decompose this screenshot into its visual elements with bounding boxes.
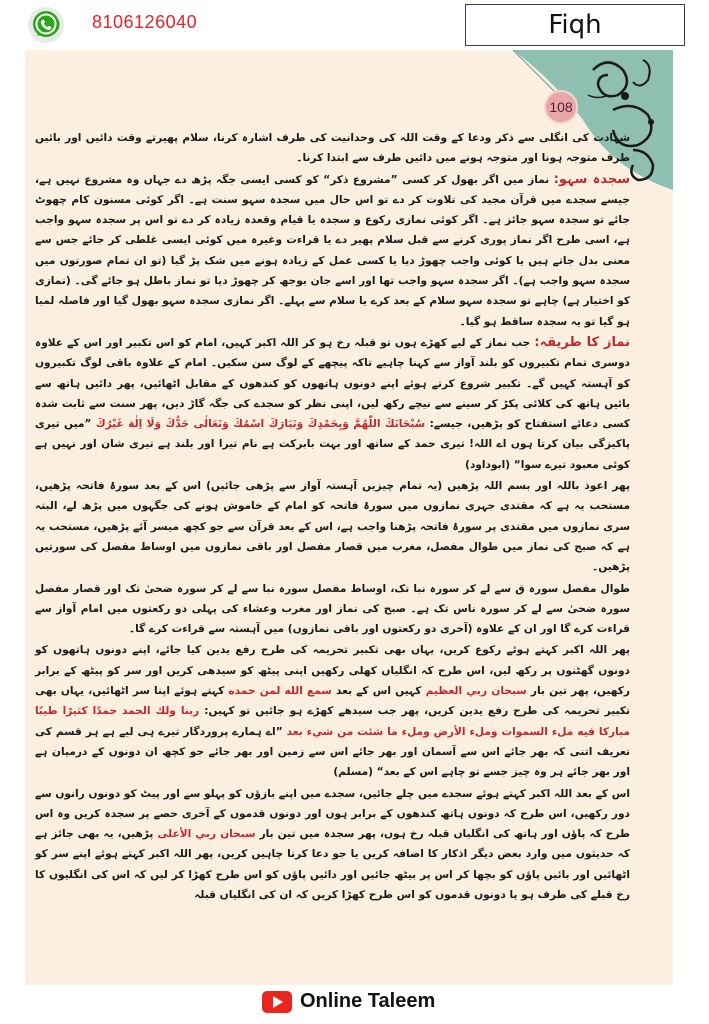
paragraph: شہادت کی انگلی سے ذکر ودعا کے وقت اللہ کی وحدانیت کی طرف اشارہ کرنا، سلام پھیرتے وقت دائیں اور بائیں طرف متوجہ ہونا اور متوجہ ہونے میں دائیں طرف سے ابتدا کرنا۔ <box>35 132 630 165</box>
whatsapp-icon[interactable] <box>27 6 65 44</box>
arabic-dhikr: سبحان ربي العظيم <box>425 685 527 698</box>
paragraph: سجدہ سہو: نماز میں اگر بھول کر کسی ”مشروع ذکر“ کو کسی ایسی جگہ پڑھ دے جہاں وہ مشروع نہیں ہے، جیسے سجدے میں قرآن مجید کی تلاوت کر دے تو اس حال میں سجدہ سہو سنت ہے۔ اگر کوئی مسنون کام چھوٹ جائے تو سجدہ سہو جائز ہے۔ اگر کوئی نمازی رکوع و سجدہ یا قیام وقعدہ زیادہ کر دے تو اس پر سجدہ سہو واجب ہے، اسی طرح اگر نماز پوری کرنے سے قبل سلام پھیر دے یا قراءت وغیرہ میں کوئی ایسی غلطی کر جائے جس سے معنی بدل جاتے ہیں یا کوئی واجب چھوڑ دیا یا کسی عمل کے زیادہ ہونے میں شک پڑ گیا (تو ان تمام صورتوں میں سجدہ سہو واجب ہے)۔ اگر سجدہ سہو واجب تھا اور اسے جان بوجھ کر چھوڑ دیا تو نماز باطل ہو جائے گی۔ (نمازی کو اختیار ہے) چاہے تو سجدہ سہو سلام کے بعد کرے یا سلام سے پہلے۔ اگر نمازی سجدہ سہو بھول گیا اور فاصلہ لمبا ہو گیا تو یہ سجدہ ساقط ہو گیا۔ <box>35 171 630 328</box>
paragraph: نماز کا طریقہ: جب نماز کے لیے کھڑے ہوں تو قبلہ رخ ہو کر اللہ اکبر کہیں، امام کو اس تکبیر اور اس کے علاوہ دوسری تمام تکبیروں کو بلند آواز سے کہنا چاہیے تاکہ پیچھے کے لوگ سن سکیں۔ امام کے علاوہ باقی لوگ تکبیروں کو آہستہ کہیں گے۔ تکبیر شروع کرتے ہوئے اپنے دونوں ہاتھوں کو کندھوں کے مقابل اٹھائیں، پھر دائیں ہاتھ سے بائیں ہاتھ کی کلائی پکڑ کر سینے سے نیچے رکھ لیں، اپنی نظر کو سجدے کی جگہ گاڑ دیں، پھر سنت سے ثابت شدہ کسی دعائے استفتاح کو پڑھیں، جیسے: سُبْحَانَكَ اللّٰهُمَّ وَبِحَمْدِكَ وَتَبَارَكَ اسْمُكَ وَتَعَالٰى جَدُّكَ وَلَا اِلٰهَ غَيْرُكَ ”میں تیری پاکیزگی بیان کرتا ہوں اے اللہ! تیری حمد کے ساتھ اور بہت بابرکت ہے نام تیرا اور بلند ہے تیری شان اور نہیں ہے کوئی معبود تیرے سوا“ (ابوداود) <box>35 334 630 471</box>
arabic-dhikr: سبحان ربي الأعلى <box>157 828 256 841</box>
page-number: 108 <box>544 90 578 124</box>
paragraph: پھر اللہ اکبر کہتے ہوئے رکوع کریں، یہاں بھی تکبیر تحریمہ کی طرح رفع یدین کیا جائے، اپنے دونوں ہاتھوں کو دونوں گھٹنوں پر رکھ لیں، اس طرح کہ انگلیاں کھلی رکھیں اپنی پیٹھ کو سیدھی کریں اور سر کو پیٹھ کے برابر رکھیں، پھر تین بار سبحان ربي العظيم کہیں اس کے بعد سمع الله لمن حمده کہتے ہوئے اپنا سر اٹھائیں، یہاں بھی تکبیر تحریمہ کی طرح رفع یدین کریں، پھر جب سیدھے کھڑے ہو جائیں تو کہیں: ربنا ولك الحمد حمدًا كثيرًا طيبًا مباركا فيه ملء السموات وملء الأرض وملء ما شئت من شيء بعد ”اے ہمارے پروردگار تیرے ہی لیے ہے ہر قسم کی تعریف اتنی کہ بھر جائے اس سے آسمان اور بھر جائے اس سے زمین اور بھر جائے جو کچھ ان دونوں کے درمیان ہے اور بھر جائے ہر وہ چیز جسے تو چاہے اس کے بعد“ (مسلم) <box>35 644 630 779</box>
paragraph: طوال مفصل سورہ ق سے لے کر سورہ نبا تک، اوساط مفصل سورہ نبا سے لے کر سورہ ضحیٰ تک اور قصار مفصل سورہ ضحیٰ سے لے کر سورہ ناس تک ہے۔ صبح کی نماز اور مغرب وعشاء کی پہلی دو رکعتوں میں امام آواز سے قراءت کرے گا اور ان کے علاوہ (آخری دو رکعتوں اور باقی نمازوں) میں آہستہ سے قراءت کرے گا۔ <box>35 582 630 636</box>
brand-name[interactable]: Online Taleem <box>300 990 436 1012</box>
youtube-icon[interactable] <box>262 991 292 1013</box>
subject-title: Fiqh <box>548 10 602 40</box>
arabic-dua: سُبْحَانَكَ اللّٰهُمَّ وَبِحَمْدِكَ وَتَبَارَكَ اسْمُكَ وَتَعَالٰى جَدُّكَ وَلَا اِلٰهَ غَيْرُكَ <box>95 418 426 431</box>
phone-number[interactable]: 8106126040 <box>92 12 198 32</box>
section-heading: سجدہ سہو: <box>553 171 630 187</box>
page-text <box>35 128 630 906</box>
paragraph: اس کے بعد اللہ اکبر کہتے ہوئے سجدے میں چلے جائیں، سجدے میں اپنے بازؤں کو پہلو سے اور پیٹ کو دونوں رانوں سے دور رکھیں، اس طرح کہ دونوں ہاتھ کندھوں کے برابر ہوں اور دونوں قدموں کے آخری حصے پر سجدہ کریں وہ اس طرح کہ پاؤں اور ہاتھ کی انگلیاں قبلہ رخ ہوں، پھر سجدہ میں تین بار سبحان ربي الأعلى پڑھیں، یہ بھی جائز ہے کہ حدیثوں میں وارد بعض دیگر اذکار کا اضافہ کریں یا جو دعا کرنا چاہیں کریں، پھر اللہ اکبر کہتے ہوئے اپنے سر کو اٹھائیں اور بائیں پاؤں کو بچھا کر اس پر بیٹھ جائیں اور دائیں پاؤں کو اس طرح کھڑا کر لیں کہ اس کی انگلیوں کا رخ قبلے کی طرف ہو یا دونوں قدموں کو اس طرح کھڑا کریں کہ ان کی انگلیاں قبلہ <box>35 787 630 901</box>
arabic-dua: ربنا ولك الحمد حمدًا كثيرًا طيبًا مباركا فيه ملء السموات وملء الأرض وملء ما شئت من شيء بعد <box>35 705 630 738</box>
top-bar <box>0 0 709 50</box>
arabic-dhikr: سمع الله لمن حمده <box>228 685 332 698</box>
subject-box <box>465 4 685 46</box>
book-page <box>25 50 673 985</box>
paragraph: پھر اعوذ باللہ اور بسم اللہ پڑھیں (یہ تمام چیزیں آہستہ آواز سے پڑھی جائیں) اس کے بعد سورۂ فاتحہ پڑھیں، مستحب یہ ہے کہ مقتدی جہری نمازوں میں سورۂ فاتحہ کو امام کے خاموش ہونے کی جگہوں میں پڑھ لے، البتہ سری نمازوں میں مقتدی پر سورۂ فاتحہ پڑھنا واجب ہے، اس کے بعد قرآن سے جو کچھ میسر آئے پڑھیں، مستحب یہ ہے کہ صبح کی نماز میں طوال مفصل، مغرب میں قصار مفصل اور باقی نمازوں میں اوساط مفصل کی سورتیں پڑھیں۔ <box>35 480 630 574</box>
section-heading: نماز کا طریقہ: <box>534 334 630 350</box>
